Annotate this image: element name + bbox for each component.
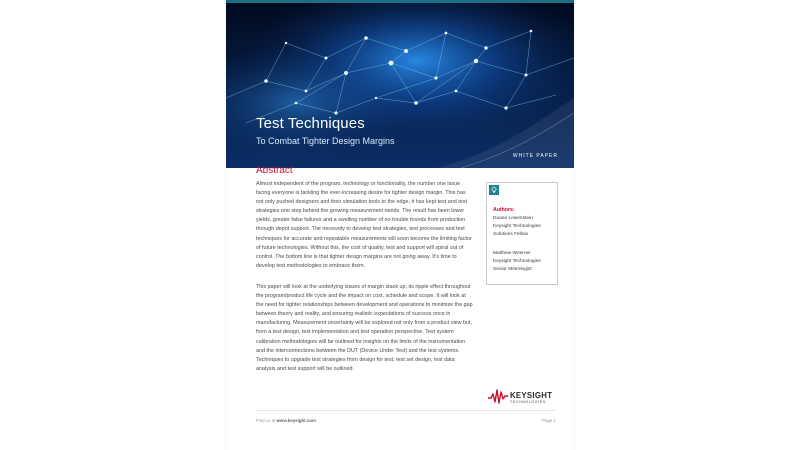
author-2-company: Keysight Technologies <box>493 259 541 264</box>
hero-banner <box>226 3 574 168</box>
keysight-logo <box>488 388 553 409</box>
abstract-heading: Abstract <box>256 165 293 176</box>
paper-subtitle: To Combat Tighter Design Margins <box>256 136 395 146</box>
author-1-title: Solutions Fellow <box>493 232 528 237</box>
logo-subtitle: TECHNOLOGIES <box>510 400 546 404</box>
author-1-name: Duane Lowenstein <box>493 216 533 221</box>
footer-url[interactable]: www.keysight.com <box>276 418 316 423</box>
logo-brand: KEYSIGHT <box>510 391 553 400</box>
author-1-company: Keysight Technologies <box>493 224 541 229</box>
authors-label: Authors: <box>493 207 515 213</box>
footer-link[interactable] <box>256 418 316 423</box>
white-paper-tag: WHITE PAPER <box>512 153 558 159</box>
author-2-name: Matthew Woerner <box>493 251 531 256</box>
white-paper-page <box>226 0 574 450</box>
footer-divider <box>256 410 556 411</box>
footer-prefix: Find us at <box>256 418 276 423</box>
author-2-title: Senior Metrologist <box>493 267 532 272</box>
keysight-wave-icon <box>488 388 508 404</box>
paper-title: Test Techniques <box>256 115 365 132</box>
page-number: Page 1 <box>542 418 556 423</box>
lightbulb-icon <box>489 185 499 195</box>
abstract-paragraph-1: Almost independent of the program, technology or functionality, the number one issue facing everyone is tackling the ever-increasing desire for tighter design margin. This has not only pushed designers and their simulation tools to the edge, it has kept test and test strategies one step behind the growing measurement needs. The result has been lower yields, greater false failures and a swelling number of no trouble founds from production through depot support. The necessity to develop test strategies, test processes and test techniques for accurate and repeatable measurements will soon become the limiting factor of future technologies. Without this, the cost of quality, test and support will spiral out of control. The bottom line is that tighter design margins are not going away. It's time to develop test methodologies to embrace them. <box>256 181 472 269</box>
authors-box <box>486 182 558 285</box>
abstract-paragraph-2: This paper will look at the underlying issues of margin stack up, its ripple effect throughout the program/product life cycle and the impact on cost, schedule and scope. It will look at the need for tighter relationships between development and operations to minimize the gap between theory and reality, and ensuring realistic expectations of success once in manufacturing. Measurement uncertainty will be explored not only from a product view but, from a test design, test implementation and test operation perspective. Test system calibration methodologies will be outlined for insights on the limits of the instrumentation and the interconnections between the DUT (Device Under Test) and the test systems. Techniques to upgrade test strategies from design for test, test set design, test data analysis and test support will be outlined. <box>256 284 473 372</box>
